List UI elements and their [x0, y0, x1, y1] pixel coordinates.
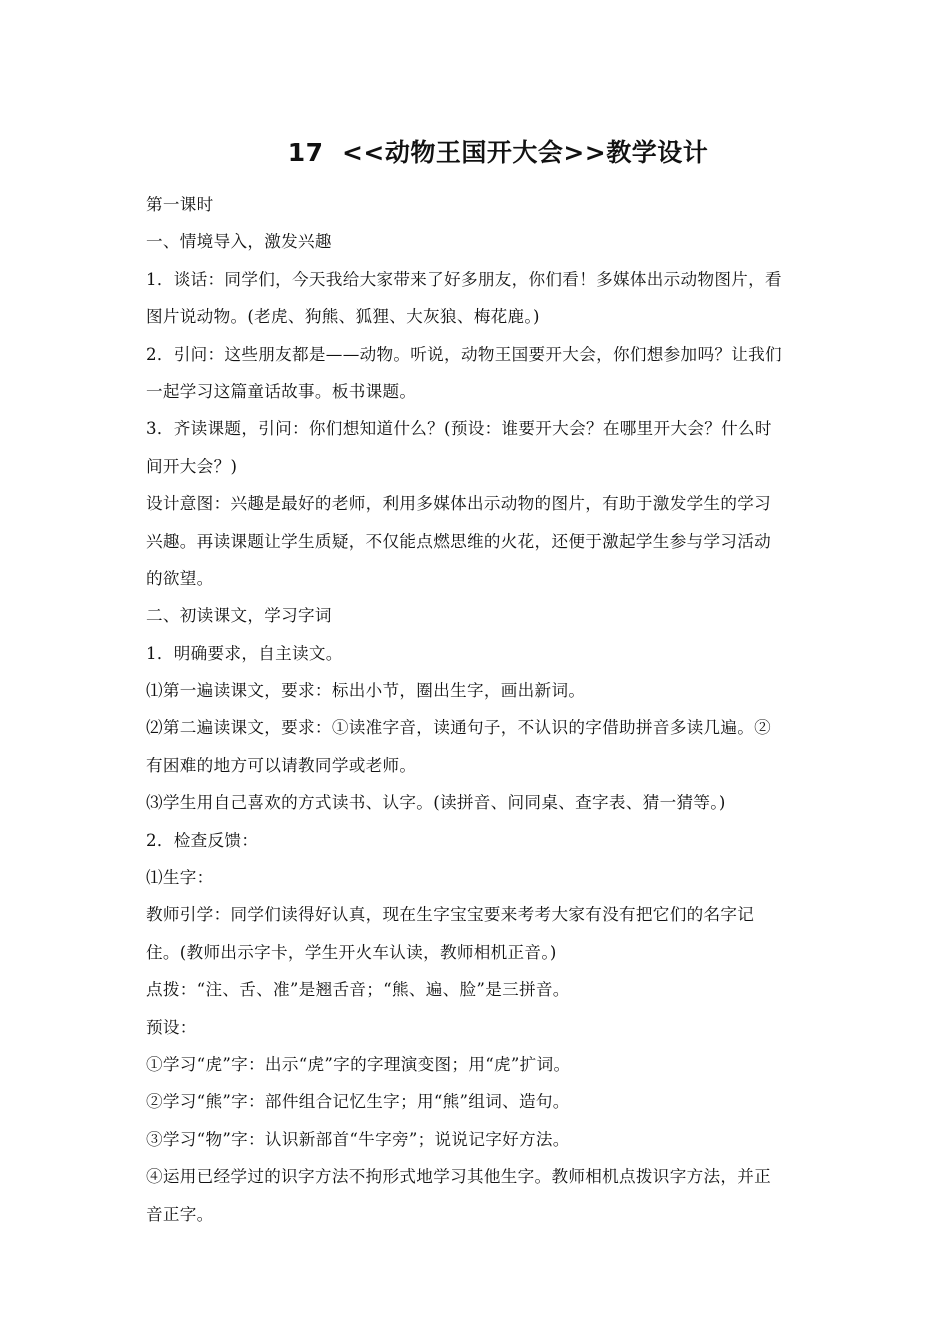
text-line: 有困难的地方可以请教同学或老师。 [146, 755, 417, 775]
text-line: ④运用已经学过的识字方法不拘形式地学习其他生字。教师相机点拨识字方法，并正 [146, 1167, 772, 1187]
text-line: ②学习“熊”字：部件组合记忆生字；用“熊”组词、造句。 [146, 1092, 570, 1112]
text-line: 一、情境导入，激发兴趣 [146, 232, 332, 252]
text-line: ⑴第一遍读课文，要求：标出小节，圈出生字，画出新词。 [146, 681, 586, 701]
text-line: ⑵第二遍读课文，要求：①读准字音，读通句子，不认识的字借助拼音多读几遍。② [146, 718, 772, 738]
text-line: 图片说动物。(老虎、狗熊、狐狸、大灰狼、梅花鹿。) [146, 307, 540, 327]
text-line: 3．齐读课题，引问：你们想知道什么？(预设：谁要开大会？在哪里开大会？什么时 [146, 419, 772, 439]
text-line: 1．谈话：同学们，今天我给大家带来了好多朋友，你们看！多媒体出示动物图片，看 [146, 269, 782, 289]
text-line: 第一课时 [146, 195, 214, 214]
text-line: ①学习“虎”字：出示“虎”字的字理演变图；用“虎”扩词。 [146, 1054, 571, 1074]
text-line: 的欲望。 [146, 568, 214, 588]
text-line: 点拨：“注、舌、准”是翘舌音；“熊、遍、脸”是三拼音。 [146, 980, 570, 1000]
text-line: ⑶学生用自己喜欢的方式读书、认字。(读拼音、问同桌、查字表、猜一猜等。) [146, 793, 726, 813]
document-body [146, 186, 814, 1233]
text-line: 1．明确要求，自主读文。 [146, 643, 343, 663]
text-line: 一起学习这篇童话故事。板书课题。 [146, 381, 417, 401]
text-line: 兴趣。再读课题让学生质疑，不仅能点燃思维的火花，还便于激起学生参与学习活动 [146, 531, 772, 551]
text-line: 预设： [146, 1017, 197, 1037]
text-line: 教师引学：同学们读得好认真，现在生字宝宝要来考考大家有没有把它们的名字记 [146, 905, 755, 925]
text-line: ⑴生字： [146, 868, 214, 888]
text-line: 2．引问：这些朋友都是——动物。听说，动物王国要开大会，你们想参加吗？让我们 [146, 344, 782, 364]
text-line: 2．检查反馈： [146, 830, 259, 850]
document-title: 17 <<动物王国开大会>>教学设计 [287, 138, 709, 167]
text-line: ③学习“物”字：认识新部首“牛字旁”；说说记字好方法。 [146, 1129, 570, 1149]
text-line: 音正字。 [146, 1204, 214, 1224]
text-line: 设计意图：兴趣是最好的老师，利用多媒体出示动物的图片，有助于激发学生的学习 [146, 494, 772, 514]
text-line: 住。(教师出示字卡，学生开火车认读，教师相机正音。) [146, 942, 557, 962]
text-line: 二、初读课文，学习字词 [146, 606, 332, 626]
text-line: 间开大会？) [146, 456, 238, 476]
